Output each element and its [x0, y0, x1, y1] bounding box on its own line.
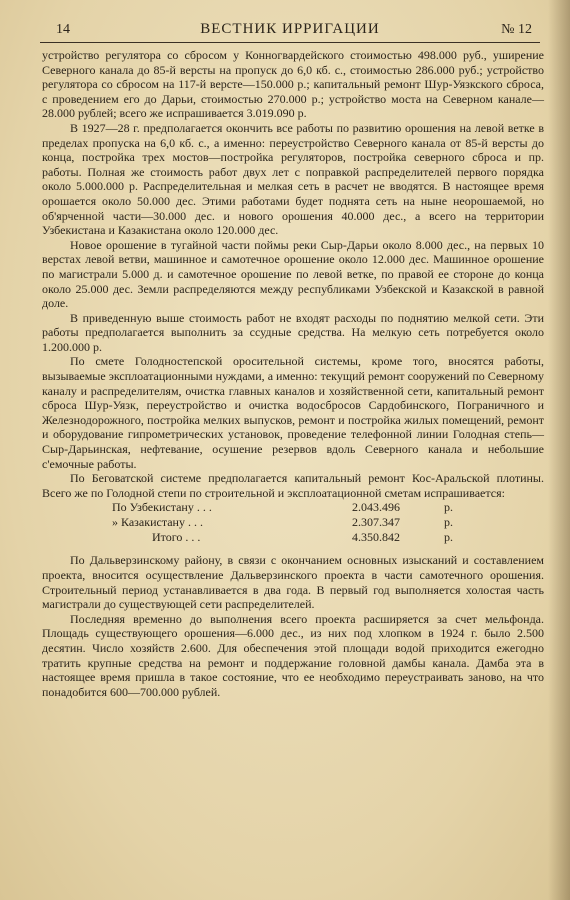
running-header: [40, 20, 540, 43]
paragraph: устройство регулятора со сбросом у Конногвардейского стоимостью 498.000 руб., уширение Северного канала до 85-й версты на пропуск до 6,0 кб. с., стоимостью 286.000 руб.; устройство регулятора со сбросом на 117-й версте—150.000 р.; капитальный ремонт Шур-Уязкского сброса, с проведением его до Дарьи, стоимостью 270.000 р.; устройство моста на Северном канале—28.000 рублей; всего же испрашивается 3.019.090 р.: [42, 48, 544, 121]
budget-summary-table: [112, 500, 464, 545]
sum-label: По Узбекистану . . .: [112, 500, 212, 515]
sum-label: » Казакистану . . .: [112, 515, 203, 530]
total-amount: 4.350.842: [352, 530, 400, 545]
book-spine-shadow: [548, 0, 570, 900]
journal-title: ВЕСТНИК ИРРИГАЦИИ: [200, 21, 380, 37]
paragraph: В приведенную выше стоимость работ не входят расходы по поднятию мелкой сети. Эти работы предполагается выполнить за ссудные средства. На мелкую сеть потребуется около 1.200.000 р.: [42, 310, 544, 354]
total-currency: р.: [444, 530, 453, 545]
paragraph: В 1927—28 г. предполагается окончить все работы по развитию орошения на левой ветке в пределах пропуска на 6,0 кб. с., а именно: переустройство Северного канала от 85-й версты до конца, постройка трех мостов—постройка регуляторов, постройка северного сброса и пр. работы. Полная же стоимость работ двух лет с поправкой распределителей первого порядка около 5.000.000 р. Распределительная и мелкая сеть в расчет не вводятся. В настоящее время орошается около 50.000 дес. Этими работами будет поднята сеть на ныне неорошаемой, но об'ярченной части—30.000 дес. и нового орошения 40.000 дес., а всего на территории Узбекистана и Казакистана около 120.000 дес.: [42, 120, 544, 238]
total-row: [112, 530, 464, 545]
paragraph: Последняя временно до выполнения всего проекта расширяется за счет мельфонда. Площадь существующего орошения—6.000 дес., из них под хлопком в 1924 г. было 2.500 десятин. Число хозяйств 2.600. Для обеспечения этой площади водой приходится ежегодно тратить крупные средства на ремонт и поддержание головной дамбы канала. Дамба эта в настоящее время пришла в такое состояние, что ее необходимо переустраивать заново, на что понадобится 600—700.000 рублей.: [42, 611, 544, 699]
issue-number: № 12: [501, 22, 532, 37]
sum-currency: р.: [444, 500, 453, 515]
page-number: 14: [56, 22, 70, 37]
table-row: [112, 500, 464, 515]
paragraph: По смете Голодностепской оросительной системы, кроме того, вносятся работы, вызываемые эксплоатационными нуждами, а именно: текущий ремонт сооружений по Северному каналу и распределителям, очистка главных каналов и хозяйственной сети, капитальный ремонт сброса Шур-Уязк, переустройство и очистка водосбросов Сардобинского, Пограничного и Железнодорожного, постройка мелких выпусков, ремонт и постройка жилых помещений, ремонт и оборудование гипрометрических установок, проведение телефонной линии Голодная степь—Сыр-Дарьинская, нефтевание, осушение резервов вдоль Северного канала и небольшие с'емочные работы.: [42, 354, 544, 471]
sum-amount: 2.043.496: [352, 500, 400, 515]
paragraph: По Беговатской системе предполагается капитальный ремонт Кос-Аральской плотины. Всего же по Голодной степи по строительной и эксплоатационной сметам испрашивается:: [42, 471, 544, 500]
article-body: [42, 48, 544, 699]
table-row: [112, 515, 464, 530]
sum-currency: р.: [444, 515, 453, 530]
paragraph: По Дальверзинскому району, в связи с окончанием основных изысканий и составлением проекта, вносится осуществление Дальверзинского проекта в части самотечного орошения. Строительный период устанавливается в два года. В первый год выполняется холостая часть магистрали до существующей сети распределителей.: [42, 553, 544, 612]
paragraph: Новое орошение в тугайной части поймы реки Сыр-Дарьи около 8.000 дес., на первых 10 верстах левой ветви, машинное и самотечное орошение около 12.000 дес. Машинное орошение по магистрали 5.000 д. и самотечное орошение по левой ветке, по правой ее стороне до конца около 25.000 дес. Земли распределяются между республиками Узбекской и Казакской в равной доле.: [42, 237, 544, 311]
total-label: Итого . . .: [152, 530, 201, 545]
sum-amount: 2.307.347: [352, 515, 400, 530]
